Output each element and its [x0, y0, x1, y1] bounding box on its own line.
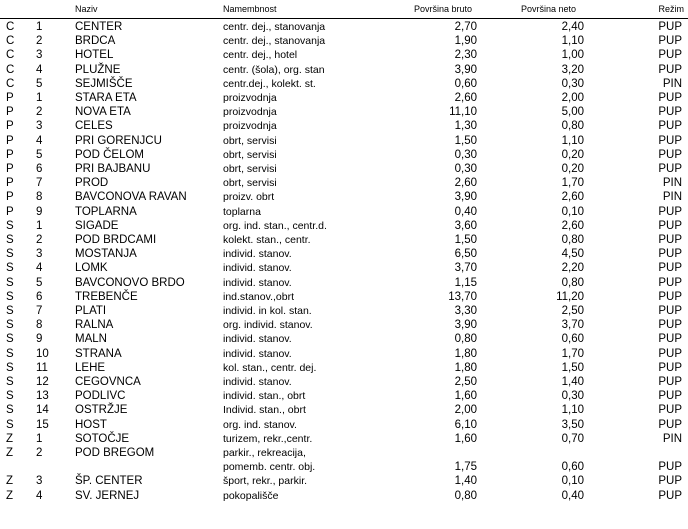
row-name: PRI GORENJCU [75, 134, 162, 147]
row-regime: PUP [658, 319, 682, 332]
row-net-area: 0,10 [561, 475, 584, 488]
row-gross-area: 0,30 [454, 148, 477, 161]
row-name: STRANA [75, 347, 122, 360]
row-net-area: 0,30 [561, 77, 584, 90]
row-category: S [6, 347, 14, 360]
row-net-area: 1,10 [561, 35, 584, 48]
row-use: individ. stan., obrt [223, 390, 306, 403]
row-number: 6 [36, 163, 43, 175]
row-use: proizvodnja [223, 120, 277, 133]
header-name: Naziv [75, 4, 98, 14]
row-number: 5 [36, 77, 43, 90]
row-number: 3 [36, 248, 43, 261]
row-net-area: 2,40 [561, 21, 584, 33]
row-gross-area: 11,10 [449, 106, 477, 119]
row-name: CENTER [75, 21, 123, 33]
row-gross-area: 1,60 [454, 432, 477, 445]
row-name: LOMK [75, 262, 108, 275]
row-number: 2 [36, 234, 43, 246]
row-regime: PUP [658, 219, 682, 232]
row-number: 4 [36, 63, 43, 76]
row-gross-area: 2,60 [454, 92, 477, 104]
row-category: P [6, 120, 14, 133]
row-category: P [6, 177, 14, 190]
row-regime: PUP [658, 347, 682, 360]
row-use: parkir., rekreacija, [223, 447, 306, 459]
row-number: 9 [36, 205, 43, 218]
table-row [0, 190, 688, 204]
row-net-area: 3,20 [561, 63, 584, 76]
row-regime: PUP [658, 475, 682, 488]
row-category: P [6, 205, 14, 218]
row-net-area: 0,70 [561, 432, 584, 445]
row-use: centr. dej., stanovanja [223, 21, 326, 33]
row-use: obrt, servisi [223, 148, 277, 161]
row-net-area: 1,00 [561, 49, 584, 62]
row-number: 5 [36, 276, 43, 289]
row-regime: PUP [658, 333, 682, 346]
row-number: 13 [36, 390, 49, 403]
table-row [0, 375, 688, 389]
row-number: 3 [36, 49, 43, 62]
row-net-area: 0,80 [561, 234, 584, 246]
row-gross-area: 1,50 [454, 134, 477, 147]
row-regime: PIN [662, 191, 682, 204]
row-gross-area: 0,30 [454, 163, 477, 175]
table-row [0, 403, 688, 417]
row-gross-area: 3,90 [454, 319, 477, 332]
row-category: S [6, 319, 14, 332]
row-use: Individ. stan., obrt [223, 404, 306, 417]
row-gross-area: 2,30 [454, 49, 477, 62]
row-category: Z [6, 489, 14, 502]
table-row [0, 247, 688, 261]
row-use: pomemb. centr. obj. [223, 461, 316, 474]
row-category: P [6, 92, 14, 104]
row-use: obrt, servisi [223, 177, 277, 190]
row-regime: PUP [658, 234, 682, 246]
table-row [0, 162, 688, 176]
row-name: PRI BAJBANU [75, 163, 151, 175]
row-net-area: 2,00 [561, 92, 584, 104]
row-regime: PUP [658, 361, 682, 374]
row-use: pokopališče [223, 489, 279, 502]
row-name: SEJMIŠČE [75, 77, 133, 90]
row-gross-area: 1,80 [454, 347, 477, 360]
table-row [0, 261, 688, 275]
header-regime: Režim [658, 4, 684, 14]
row-use: centr.dej., kolekt. st. [223, 77, 316, 90]
row-regime: PUP [658, 205, 682, 218]
row-net-area: 3,50 [561, 418, 584, 431]
row-net-area: 0,60 [561, 333, 584, 346]
row-regime: PUP [658, 276, 682, 289]
row-use: org. individ. stanov. [223, 319, 313, 332]
row-net-area: 0,20 [561, 163, 584, 175]
row-name: POD BRDCAMI [75, 234, 157, 246]
row-category: C [6, 77, 15, 90]
row-name: HOST [75, 418, 107, 431]
table-row [0, 290, 688, 304]
table-row [0, 446, 688, 460]
row-regime: PUP [658, 248, 682, 261]
row-number: 12 [36, 376, 49, 388]
table-row [0, 34, 688, 48]
row-gross-area: 2,60 [454, 177, 477, 190]
row-net-area: 1,40 [561, 376, 584, 388]
row-category: S [6, 390, 14, 403]
table-header [0, 2, 688, 19]
row-category: S [6, 305, 14, 317]
row-use: proizvodnja [223, 92, 277, 104]
row-name: TREBENČE [75, 290, 138, 303]
row-number: 11 [36, 361, 48, 374]
row-regime: PUP [658, 148, 682, 161]
row-category: S [6, 219, 14, 232]
row-regime: PUP [658, 461, 682, 474]
row-net-area: 2,50 [561, 305, 584, 317]
row-net-area: 0,40 [561, 489, 584, 502]
row-name: CELES [75, 120, 113, 133]
row-category: S [6, 248, 14, 261]
row-gross-area: 3,30 [454, 305, 477, 317]
row-net-area: 0,60 [561, 461, 584, 474]
row-use: toplarna [223, 205, 261, 218]
row-category: P [6, 191, 14, 204]
row-category: S [6, 418, 14, 431]
row-category: S [6, 234, 14, 246]
row-use: proizvodnja [223, 106, 277, 119]
row-number: 1 [36, 92, 43, 104]
row-use: ind.stanov.,obrt [223, 290, 295, 303]
table-row [0, 77, 688, 91]
row-use: turizem, rekr.,centr. [223, 432, 313, 445]
row-number: 4 [36, 134, 43, 147]
row-name: SV. JERNEJ [75, 489, 140, 502]
row-net-area: 2,60 [561, 219, 584, 232]
table-row [0, 176, 688, 190]
row-name: LEHE [75, 361, 106, 374]
row-name: SIGADE [75, 219, 119, 232]
row-category: P [6, 134, 14, 147]
table-row [0, 347, 688, 361]
row-net-area: 1,10 [561, 404, 584, 417]
row-gross-area: 1,75 [454, 461, 477, 474]
row-regime: PUP [658, 120, 682, 133]
header-net-area: Površina neto [521, 4, 577, 14]
row-regime: PIN [662, 432, 682, 445]
row-gross-area: 6,10 [454, 418, 477, 431]
row-net-area: 1,70 [561, 347, 584, 360]
row-gross-area: 1,50 [454, 234, 477, 246]
row-regime: PUP [658, 106, 682, 119]
row-number: 5 [36, 148, 43, 161]
table-row [0, 418, 688, 432]
row-category: C [6, 21, 15, 33]
row-regime: PUP [658, 390, 682, 403]
row-number: 8 [36, 319, 43, 332]
row-use: šport, rekr., parkir. [223, 475, 308, 488]
row-name: PLATI [75, 305, 107, 317]
table-row [0, 63, 688, 77]
row-name: SOTOČJE [75, 432, 130, 445]
row-name: CEGOVNCA [75, 376, 141, 388]
row-name: POD BREGOM [75, 447, 155, 459]
row-use: org. ind. stanov. [223, 418, 297, 431]
row-net-area: 4,50 [561, 248, 584, 261]
table-row [0, 205, 688, 219]
table-row [0, 389, 688, 403]
row-gross-area: 2,50 [454, 376, 477, 388]
row-net-area: 2,20 [561, 262, 584, 275]
row-use: individ. stanov. [223, 248, 292, 261]
row-gross-area: 0,80 [454, 333, 477, 346]
row-category: S [6, 290, 14, 303]
row-name: PROD [75, 177, 109, 190]
table-row [0, 119, 688, 133]
row-regime: PIN [662, 77, 682, 90]
row-regime: PUP [658, 418, 682, 431]
row-gross-area: 3,90 [454, 191, 477, 204]
row-net-area: 0,80 [561, 276, 584, 289]
row-name: ŠP. CENTER [75, 475, 143, 488]
row-use: individ. stanov. [223, 376, 292, 388]
row-category: Z [6, 475, 14, 488]
header-gross-area: Površina bruto [414, 4, 473, 14]
table-row [0, 105, 688, 119]
table-row [0, 474, 688, 488]
row-net-area: 1,70 [561, 177, 584, 190]
row-category: Z [6, 447, 14, 459]
row-gross-area: 3,90 [454, 63, 477, 76]
row-regime: PUP [658, 290, 682, 303]
row-category: S [6, 276, 14, 289]
row-number: 1 [36, 432, 43, 445]
row-number: 7 [36, 305, 43, 317]
row-number: 6 [36, 290, 43, 303]
row-name: HOTEL [75, 49, 114, 62]
row-regime: PUP [658, 376, 682, 388]
table-row [0, 318, 688, 332]
table-row [0, 91, 688, 105]
table-row [0, 432, 688, 446]
row-use: individ. stanov. [223, 347, 292, 360]
row-name: RALNA [75, 319, 114, 332]
row-use: kol. stan., centr. dej. [223, 361, 317, 374]
table-row [0, 134, 688, 148]
row-gross-area: 1,80 [454, 361, 477, 374]
row-use: centr. dej., stanovanja [223, 35, 326, 48]
row-gross-area: 1,60 [454, 390, 477, 403]
row-gross-area: 0,60 [454, 77, 477, 90]
row-use: kolekt. stan., centr. [223, 234, 311, 246]
row-category: S [6, 376, 14, 388]
table-row [0, 304, 688, 318]
row-gross-area: 2,70 [454, 21, 477, 33]
row-number: 8 [36, 191, 43, 204]
row-net-area: 0,20 [561, 148, 584, 161]
row-net-area: 0,30 [561, 390, 584, 403]
row-name: POD ČELOM [75, 148, 145, 161]
row-category: S [6, 262, 14, 275]
row-regime: PUP [658, 49, 682, 62]
row-gross-area: 1,40 [454, 475, 477, 488]
row-name: NOVA ETA [75, 106, 131, 119]
table-row [0, 48, 688, 62]
row-gross-area: 13,70 [448, 290, 477, 303]
row-name: MALN [75, 333, 107, 346]
row-net-area: 3,70 [561, 319, 584, 332]
row-gross-area: 1,30 [454, 120, 477, 133]
row-use: obrt, servisi [223, 134, 277, 147]
header-use: Namembnost [223, 4, 277, 14]
row-name: PLUŽNE [75, 63, 121, 76]
row-category: P [6, 148, 14, 161]
table-row [0, 460, 688, 474]
row-category: S [6, 333, 14, 346]
row-regime: PUP [658, 21, 682, 33]
row-net-area: 0,10 [561, 205, 584, 218]
row-number: 7 [36, 177, 43, 190]
row-net-area: 5,00 [561, 106, 584, 119]
row-regime: PUP [658, 92, 682, 104]
row-number: 3 [36, 475, 43, 488]
table-row [0, 219, 688, 233]
row-regime: PUP [658, 35, 682, 48]
row-number: 1 [36, 21, 43, 33]
table-row [0, 20, 688, 34]
row-regime: PUP [658, 305, 682, 317]
row-use: proizv. obrt [223, 191, 275, 204]
row-category: S [6, 361, 14, 374]
row-category: C [6, 35, 15, 48]
row-number: 15 [36, 418, 49, 431]
row-use: individ. stanov. [223, 262, 292, 275]
row-number: 4 [36, 489, 43, 502]
row-name: BAVCONOVO BRDO [75, 276, 185, 289]
row-name: STARA ETA [75, 92, 137, 104]
row-category: C [6, 63, 15, 76]
row-regime: PUP [658, 262, 682, 275]
row-net-area: 1,50 [561, 361, 584, 374]
row-net-area: 1,10 [561, 134, 584, 147]
row-number: 2 [36, 447, 43, 459]
row-gross-area: 3,70 [454, 262, 477, 275]
row-regime: PUP [658, 134, 682, 147]
row-category: P [6, 163, 14, 175]
table-row [0, 148, 688, 162]
row-gross-area: 3,60 [454, 219, 477, 232]
row-regime: PUP [658, 404, 682, 417]
row-category: P [6, 106, 14, 119]
table-row [0, 233, 688, 247]
row-gross-area: 1,15 [454, 276, 477, 289]
row-use: individ. in kol. stan. [223, 305, 312, 317]
row-gross-area: 2,00 [454, 404, 477, 417]
row-name: BRDCA [75, 35, 116, 48]
row-gross-area: 0,80 [454, 489, 477, 502]
row-regime: PUP [658, 163, 682, 175]
row-number: 1 [36, 219, 43, 232]
row-number: 9 [36, 333, 43, 346]
row-number: 14 [36, 404, 49, 417]
row-net-area: 2,60 [561, 191, 584, 204]
row-number: 2 [36, 106, 43, 119]
row-number: 2 [36, 35, 43, 48]
row-use: centr. dej., hotel [223, 49, 298, 62]
row-regime: PUP [658, 63, 682, 76]
row-category: C [6, 49, 15, 62]
row-name: MOSTANJA [75, 248, 137, 261]
row-gross-area: 1,90 [454, 35, 477, 48]
row-number: 10 [36, 347, 49, 360]
row-gross-area: 0,40 [454, 205, 477, 218]
table-row [0, 332, 688, 346]
row-net-area: 11,20 [556, 290, 584, 303]
row-use: individ. stanov. [223, 276, 292, 289]
row-name: PODLIVC [75, 390, 126, 403]
row-use: centr. (šola), org. stan [223, 63, 325, 76]
row-use: org. ind. stan., centr.d. [223, 219, 327, 232]
row-regime: PUP [658, 489, 682, 502]
row-category: S [6, 404, 14, 417]
row-number: 4 [36, 262, 43, 275]
row-net-area: 0,80 [561, 120, 584, 133]
table-row [0, 489, 688, 503]
row-use: individ. stanov. [223, 333, 292, 346]
row-category: Z [6, 432, 14, 445]
row-number: 3 [36, 120, 43, 133]
row-name: OSTRŽJE [75, 404, 128, 417]
row-name: TOPLARNA [75, 205, 137, 218]
table-row [0, 276, 688, 290]
table-row [0, 361, 688, 375]
row-regime: PIN [662, 177, 682, 190]
row-gross-area: 6,50 [454, 248, 477, 261]
row-name: BAVCONOVA RAVAN [75, 191, 187, 204]
row-use: obrt, servisi [223, 163, 277, 175]
